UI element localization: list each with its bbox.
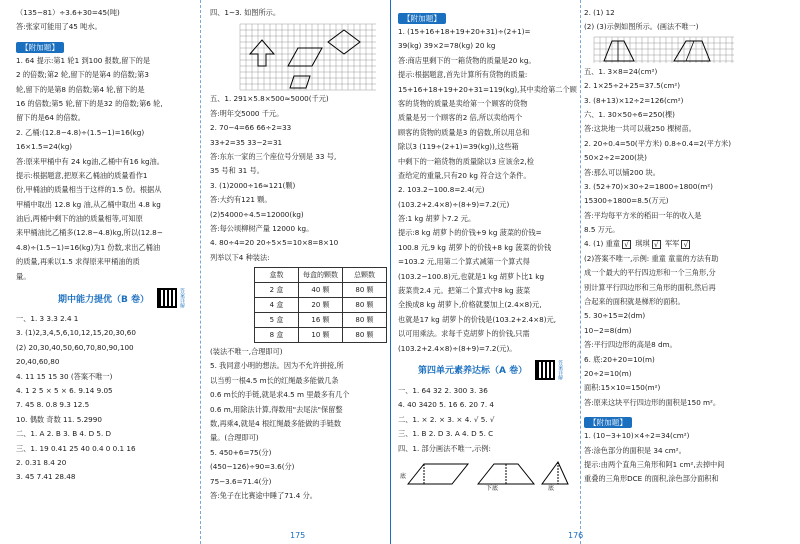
text-line: 20÷2=10(m) — [584, 368, 632, 378]
table-cell: 80 颗 — [343, 313, 387, 328]
text-line: 以当剪一根4.5 m长的红绳最多能做几条 — [210, 375, 339, 385]
text-line: 2. 1×25÷2+25=37.5(cm²) — [584, 81, 681, 91]
text-line: (装法不唯一,合理即可) — [210, 347, 283, 357]
text-line: 4. 11 15 15 30 (答案不唯一) — [16, 371, 113, 381]
text-line: 答:商店里剩下的一箱货物的质量是20 kg。 — [398, 55, 536, 65]
text-line: 一、1. 64 32 2. 300 3. 36 — [398, 385, 488, 395]
text-line: 3. (52+70)×30÷2=1800÷1800(m²) — [584, 181, 713, 191]
parallelogram-trapezoid-figure — [398, 456, 578, 492]
text-line: 100.8 元,9 kg 胡萝卜的价钱+8 kg 菠菜的价钱 — [398, 242, 552, 252]
option-label: 琪琪 — [635, 239, 650, 249]
table-cell: 80 颗 — [343, 328, 387, 343]
text-line: 答:涂色部分的面积是 34 cm²。 — [584, 445, 686, 455]
text-line: 2. (1) 12 — [584, 8, 615, 17]
text-line: 0.6 m,用除法计算,得数用"去尾法"保留整 — [210, 404, 343, 414]
text-line: 2. 乙桶:(12.8−4.8)÷(1.5−1)=16(kg) — [16, 127, 145, 137]
check-box[interactable]: √ — [681, 240, 690, 249]
text-line: 3. (1)2000÷16≈121(颗) — [210, 180, 296, 190]
text-line: 二、1. × 2. × 3. × 4. √ 5. √ — [398, 414, 495, 424]
text-line: 三、1. B 2. D 3. A 4. D 5. C — [398, 429, 494, 439]
text-line: 数,再乘4,就是4 根红绳最多能做的手链数 — [210, 419, 342, 429]
qr-code[interactable] — [157, 288, 177, 308]
text-line: (2) (3)示例如图所示。(画法不唯一) — [584, 22, 699, 32]
text-line: 质量是另一个顾客的2 倍,所以卖给两个 — [398, 113, 523, 123]
qr-code[interactable] — [535, 360, 555, 380]
text-line: 提示:根据题意,把原来乙桶油的质量看作1 — [16, 170, 148, 180]
table-row — [255, 328, 387, 343]
text-line: 4. 40 3420 5. 16 6. 20 7. 4 — [398, 400, 495, 410]
figure-parallelogram — [288, 48, 322, 66]
text-line: 全换成8 kg 胡萝卜,价格就要加上(2.4×8)元, — [398, 300, 542, 310]
text-line: 的质量,再乘以1.5 求得原来甲桶油的质 — [16, 257, 140, 267]
page-divider — [390, 0, 391, 544]
table-row — [255, 283, 387, 298]
text-line: 2. 20÷0.4=50(平方米) 0.8÷0.4=2(平方米) — [584, 138, 732, 148]
text-line: 3. (8+13)×12÷2=126(cm²) — [584, 95, 684, 105]
column-divider — [580, 0, 581, 544]
text-line: 6. 底:20+20=10(m) — [584, 354, 655, 364]
text-line: 四、1~3. 如图所示。 — [210, 8, 281, 17]
text-line: 答:每公顷柳树产量 12000 kg。 — [210, 223, 314, 233]
text-line: 菠菜贵2.4 元。把第二个算式中8 kg 菠菜 — [398, 286, 531, 296]
text-line: 10. 偶数 奇数 11. 5.2990 — [16, 414, 102, 424]
text-line: 答:那么可以铺200 块。 — [584, 167, 660, 177]
text-line: (2)答案不唯一,示例: 重童 童童的方法有助 — [584, 253, 719, 263]
column-4 — [584, 6, 784, 487]
text-line: 别计算平行四边形和三角形的面积,然后再 — [584, 282, 716, 292]
packing-table — [254, 267, 387, 343]
text-line: 重叠的三角形DCE 的面积,涂色部分面积和 — [584, 474, 719, 484]
text-line: (103.2+2.4×8)÷(8+9)=7.2(元)。 — [398, 343, 517, 353]
text-line: 答:张家可能用了45 吨水。 — [16, 22, 102, 32]
text-line: 答:大约有121 颗。 — [210, 195, 272, 205]
text-line: 客的货物的质量是卖给第一个顾客的货物 — [398, 98, 528, 108]
text-line: 75−3.6=71.4(分) — [210, 476, 272, 486]
text-line: 留下的是64 的倍数。 — [16, 113, 85, 123]
figure-label: 底 — [548, 484, 555, 492]
text-line: 来甲桶油比乙桶多(12.8−4.8)kg,所以(12.8− — [16, 228, 163, 238]
text-line: 1. 64 提示:第1 轮1 到100 报数,留下的是 — [16, 55, 151, 65]
page-number: 175 — [290, 531, 306, 540]
text-line: 39(kg) 39×2=78(kg) 20 kg — [398, 41, 496, 51]
text-line: 3. 45 7.41 28.48 — [16, 472, 76, 482]
check-line — [584, 237, 784, 251]
grid-trapezoid-figure — [584, 35, 784, 65]
text-line: 50×2÷2=200(块) — [584, 153, 647, 163]
text-line: 2. 70−4=66 66÷2=33 — [210, 123, 292, 133]
text-line: 答:原来这块平行四边形的面积是150 m²。 — [584, 397, 721, 407]
text-line: 量。(合理即可) — [210, 433, 259, 443]
table-cell: 10 颗 — [299, 328, 343, 343]
text-line: 份,甲桶油的质量相当于这样的1.5 份。根据从 — [16, 185, 162, 195]
text-line: 答:兔子在比赛途中睡了71.4 分。 — [210, 490, 317, 500]
text-line: 答:这块地一共可以栽250 棵树苗。 — [584, 124, 696, 134]
text-line: =103.2 元,用第二个算式减第一个算式得 — [398, 257, 530, 267]
text-line: 2 的倍数;第2 轮,留下的是第4 的倍数;第3 — [16, 70, 149, 80]
text-line: （135−81）÷3.6+30=45(吨) — [16, 8, 120, 17]
table-header: 总颗数 — [343, 268, 387, 283]
option-label: 军军 — [664, 239, 680, 249]
text-line: 提示:由两个直角三角形和阿1 cm²,去掉中间 — [584, 459, 725, 469]
text-line: 5. 我同意小明的想法。因为不允许拼接,所 — [210, 361, 344, 371]
text-line: 33+2=35 33−2=31 — [210, 137, 283, 147]
text-line: (103.2−100.8)元,也就是1 kg 胡萝卜比1 kg — [398, 271, 545, 281]
table-cell: 20 颗 — [299, 298, 343, 313]
text-line: 16 的倍数;第5 轮,留下的是32 的倍数;第6 轮, — [16, 98, 163, 108]
text-line: 以可用乘法。求每千克胡萝卜的价钱,只需 — [398, 329, 530, 339]
text-line: 面积:15×10=150(m²) — [584, 383, 661, 393]
text-line: 量。 — [16, 271, 31, 281]
text-line: 也就是17 kg 胡萝卜的价钱是(103.2+2.4×8)元, — [398, 314, 557, 324]
text-line: 顾客的货物的质量是3 的倍数,所以用总和 — [398, 127, 530, 137]
column-2 — [210, 6, 388, 503]
table-cell: 5 盒 — [255, 313, 299, 328]
option-label: 4. (1) 重童 — [584, 239, 620, 249]
text-line: 2. 0.31 8.4 20 — [16, 457, 67, 467]
extra-label: 【附加题】 — [16, 42, 64, 53]
text-line: 查给定的重量,只有20 kg 符合这个条件。 — [398, 170, 531, 180]
text-line: 5. 450+6=75(分) — [210, 447, 272, 457]
text-line: 8.5 万元。 — [584, 225, 620, 235]
table-cell: 80 颗 — [343, 298, 387, 313]
qr-label: 答案详解 — [179, 288, 185, 309]
text-line: 35 号和 31 号。 — [210, 166, 264, 176]
text-line: 四、1. 部分画法不唯一,示例: — [398, 443, 491, 453]
text-line: 20,40,60,80 — [16, 357, 60, 367]
text-line: 答:东东一家的三个座位号分别是 33 号, — [210, 151, 337, 161]
text-line: (2) 20,30,40,50,60,70,80,90,100 — [16, 342, 134, 352]
text-line: (103.2+2.4×8)÷(8+9)=7.2(元) — [398, 199, 510, 209]
text-line: 答:原来甲桶中有 24 kg油,乙桶中有16 kg油。 — [16, 156, 164, 166]
column-divider — [200, 0, 201, 544]
text-line: 5. 30÷15=2(dm) — [584, 311, 646, 321]
text-line: 10−2=8(dm) — [584, 325, 632, 335]
table-cell: 80 颗 — [343, 283, 387, 298]
text-line: 二、1. A 2. B 3. B 4. D 5. D — [16, 429, 112, 439]
text-line: 2. 103.2−100.8=2.4(元) — [398, 185, 485, 195]
text-line: (2)54000÷4.5=12000(kg) — [210, 209, 304, 219]
text-line: 答:明年交5000 千元。 — [210, 108, 284, 118]
section-title: 第四单元素养达标（A 卷） — [418, 366, 528, 377]
text-line: (450−126)÷90=3.6(分) — [210, 462, 295, 472]
page-number: 176 — [568, 531, 584, 540]
text-line: 油后,两桶中剩下的油的质量相等,可知原 — [16, 214, 143, 224]
column-3 — [398, 6, 578, 492]
text-line: 1. (15+16+18+19+20+31)÷(2+1)= — [398, 27, 531, 36]
text-line: 中剩下的一箱货物的质量除以3 应该余2,检 — [398, 156, 534, 166]
text-line: 7. 45 8. 0.8 9.3 12.5 — [16, 400, 90, 410]
section-header — [16, 288, 194, 308]
text-line: 轮,留下的是第8 的倍数;第4 轮,留下的是 — [16, 84, 145, 94]
table-cell: 16 颗 — [299, 313, 343, 328]
text-line: 三、1. 19 0.41 25 40 0.4 0 0.1 16 — [16, 443, 136, 453]
text-line: 除以3 (119÷(2+1)=39(kg)),这些箱 — [398, 142, 519, 152]
check-box[interactable]: √ — [652, 240, 661, 249]
text-line: 4. 80÷4=20 20÷5×5=10×8=8×10 — [210, 238, 339, 248]
text-line: 0.6 m长的手链,就是求4.5 m 里最多有几个 — [210, 390, 350, 400]
qr-label: 答案详解 — [557, 359, 564, 380]
table-row — [255, 298, 387, 313]
text-line: 成一个最大的平行四边形和一个三角形,分 — [584, 268, 716, 278]
text-line: 六、1. 30×50÷6=250(棵) — [584, 109, 675, 119]
text-line: 五、1. 291×5.8×500≈5000(千元) — [210, 94, 329, 104]
table-cell: 8 盒 — [255, 328, 299, 343]
text-line: 16×1.5=24(kg) — [16, 142, 73, 152]
extra-label: 【附加题】 — [584, 417, 632, 428]
text-line: 列举以下4 种装法: — [210, 252, 270, 262]
text-line: 提示:根据题意,首先计算所有货物的质量: — [398, 70, 528, 80]
table-cell: 4 盒 — [255, 298, 299, 313]
figure-label: 底 — [400, 472, 407, 480]
text-line: 15300÷1800=8.5(万元) — [584, 196, 669, 206]
table-header: 盒数 — [255, 268, 299, 283]
text-line: 答:平行四边形的高是8 dm。 — [584, 340, 677, 350]
text-line: 合起来的面积就是梯形的面积。 — [584, 297, 685, 307]
section-header — [398, 360, 578, 380]
text-line: 提示:8 kg 胡萝卜的价钱+9 kg 菠菜的价钱= — [398, 228, 542, 238]
column-1 — [16, 6, 194, 485]
text-line: 3. (1)2,3,4,5,6,10,12,15,20,30,60 — [16, 328, 136, 338]
table-cell: 40 颗 — [299, 283, 343, 298]
table-cell: 2 盒 — [255, 283, 299, 298]
text-line: 15+16+18+19+20+31=119(kg),其中卖给第二个顾 — [398, 84, 577, 94]
table-row — [255, 313, 387, 328]
extra-label: 【附加题】 — [398, 13, 446, 24]
text-line: 4.8)÷(1.5−1)=16(kg)为1 份数,求出乙桶油 — [16, 242, 161, 252]
grid-figure — [210, 20, 388, 92]
text-line: 1. (10−3+10)×4÷2=34(cm²) — [584, 431, 690, 441]
text-line: 答:平均每平方米的稻田一年的收入是 — [584, 210, 702, 220]
text-line: 五、1. 3×8=24(cm²) — [584, 66, 658, 76]
check-box[interactable]: √ — [622, 240, 631, 249]
text-line: 4. 1 2 5 × 5 × 6. 9.14 9.05 — [16, 385, 113, 395]
text-line: 甲桶中取出 12.8 kg 油,从乙桶中取出 4.8 kg — [16, 199, 161, 209]
table-header: 每盒的颗数 — [299, 268, 343, 283]
text-line: 一、1. 3 3.3 2.4 1 — [16, 314, 79, 324]
text-line: 答:1 kg 胡萝卜7.2 元。 — [398, 214, 476, 224]
figure-arrow-shape — [250, 40, 274, 66]
section-title: 期中能力提优（B 卷） — [58, 294, 149, 305]
figure-label: 下底 — [486, 484, 499, 492]
